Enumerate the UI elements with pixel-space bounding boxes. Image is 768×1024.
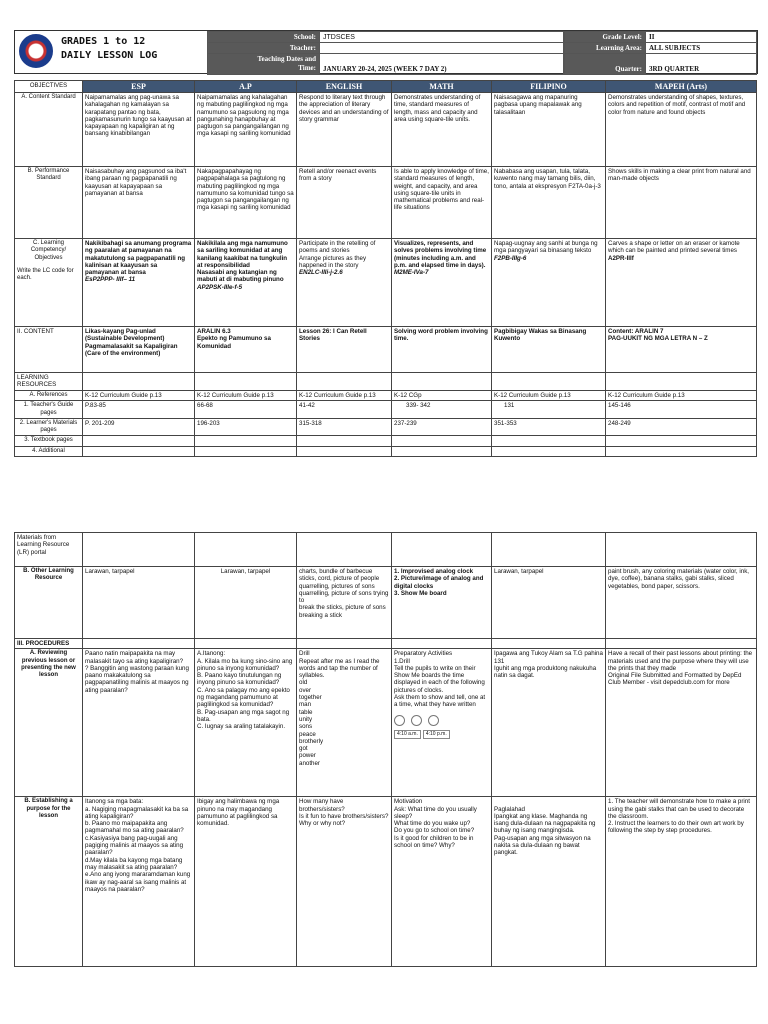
competency-note: Write the LC code for each.: [17, 267, 74, 282]
document-title: [61, 35, 157, 63]
review-english: Drill Repeat after me as I read the words and tap the number of syllables. old over together man table unity sons peace brotherly got power another: [297, 649, 392, 797]
tg-esp: P.83-85: [83, 401, 195, 419]
clock-icon: [428, 715, 439, 726]
content-standard-math: Demonstrates understanding of time, standard measures of length, mass and capacity and area using square-tile units.: [392, 93, 492, 167]
other-english: charts, bundle of barbecue sticks, cord, picture of people quarrelling, pictures of sons quarrelling, picture of sons trying to break the sticks, picture of sons breaking a stick: [297, 567, 392, 639]
clock-icon: [394, 715, 405, 726]
content-standard-english: Respond to literary text through the appreciation of literary devices and an understanding of story grammar: [297, 93, 392, 167]
content-esp: Likas-kayang Pag-unlad (Sustainable Development) Pagmamalasakit sa Kapaligiran (Care of the environment): [83, 327, 195, 373]
content-filipino: Pagbibigay Wakas sa Binasang Kuwento: [492, 327, 606, 373]
content-standard-label: A. Content Standard: [15, 93, 83, 167]
title-line-2: DAILY LESSON LOG: [61, 50, 158, 61]
lm-math: 237-239: [392, 418, 492, 436]
content-ap: ARALIN 6.3 Epekto ng Pamumuno sa Komunidad: [195, 327, 297, 373]
competency-esp: Nakikibahagi sa anumang programa ng paaralan at pamayanan na makatutulong sa pagpapanatili ng kalinisan at kaayusan sa pamayanan at bansa: [85, 240, 192, 277]
clock-time-am: 4:10 a.m.: [394, 730, 421, 739]
content-label: II. CONTENT: [15, 327, 83, 373]
content-standard-filipino: Naisasagawa ang mapanuring pagbasa upang mapalawak ang talasalitaan: [492, 93, 606, 167]
objectives-table: [14, 80, 757, 457]
other-math: 1. Improvised analog clock 2. Picture/image of analog and digital clocks 3. Show Me board: [392, 567, 492, 639]
other-mapeh: paint brush, any coloring materials (water color, ink, dye, coffee), banana stalks, gabi stalks, sliced vegetables, bond paper, scissors.: [606, 567, 757, 639]
tg-ap: 66-68: [195, 401, 297, 419]
purpose-english: How many have brothers/sisters? Is it fun to have brothers/sisters? Why or why not?: [297, 797, 392, 967]
review-filipino: Ipagawa ang Tukoy Alam sa T.G pahina 131 Iguhit ang mga produktong nakukuha natin sa dagat.: [492, 649, 606, 797]
other-filipino: Larawan, tarpapel: [492, 567, 606, 639]
clock-time-pm: 4:10 p.m.: [423, 730, 450, 739]
grade-value: II: [646, 32, 757, 43]
quarter-value: 3RD QUARTER: [646, 54, 757, 75]
competency-mapeh: Carves a shape or letter on an eraser or kamote which can be painted and printed several times: [608, 240, 740, 255]
tg-mapeh: 145-146: [606, 401, 757, 419]
content-standard-ap: Naipamamalas ang kahalagahan ng mabuting paglilingkod ng mga namumuno sa pagsulong ng mga pangunahing hanapbuhay at pagtugon sa pangangailangan ng mga kasapi ng sariling komunidad: [195, 93, 297, 167]
col-english: ENGLISH: [297, 81, 392, 93]
col-esp: ESP: [83, 81, 195, 93]
area-label: Learning Area:: [565, 43, 646, 54]
references-english: K-12 Curriculum Guide p.13: [297, 391, 392, 401]
competency-label: C. Learning Competency/ Objectives: [30, 240, 67, 261]
col-mapeh: MAPEH (Arts): [606, 81, 757, 93]
procedures-label: III. PROCEDURES: [15, 639, 83, 649]
content-standard-esp: Naipamamalas ang pag-unawa sa kahalagahan ng kamalayan sa karapatang pantao ng bata, pagkamasunurin tungo sa kaayusan at kapayapaan ng kapaligiran at ng bansang kinabibilangan: [83, 93, 195, 167]
competency-ap-code: AP2PSK-IIIe-f-5: [197, 283, 243, 291]
purpose-mapeh: 1. The teacher will demonstrate how to make a print using the gabi stalks that can be used to decorate the classroom. 2. Instruct the learners to do their own art work by following the step by step procedures.: [606, 797, 757, 967]
dates-value: JANUARY 20-24, 2025 (WEEK 7 DAY 2): [320, 54, 564, 75]
purpose-label: B. Establishing a purpose for the lesson: [15, 797, 83, 967]
col-math: MATH: [392, 81, 492, 93]
competency-math: Visualizes, represents, and solves problems involving time (minutes including a.m. and p.m. and elapsed time in days).: [394, 240, 487, 269]
materials-label: Materials from Learning Resource (LR) portal: [15, 533, 83, 567]
header: [14, 30, 758, 74]
references-esp: K-12 Curriculum Guide p.13: [83, 391, 195, 401]
competency-filipino: Napag-uugnay ang sanhi at bunga ng mga pangyayari sa binasang teksto: [494, 240, 598, 255]
deped-seal-icon: [19, 34, 53, 68]
additional-label: 4. Additional: [15, 446, 83, 456]
purpose-filipino: Paglalahad Ipangkat ang klase. Maghanda ng isang dula-dulaan na nagpapakita ng buhay ng isang mangingisda. Pag-usapan ang mga sitwasyon na nakita sa dula-dulaan ng bawat pangkat.: [492, 797, 606, 967]
teacher-label: Teacher:: [208, 43, 320, 54]
resources-label: LEARNING RESOURCES: [15, 373, 83, 391]
performance-standard-english: Retell and/or reenact events from a story: [297, 167, 392, 239]
grade-label: Grade Level:: [565, 32, 646, 43]
lm-esp: P. 201-209: [83, 418, 195, 436]
lm-ap: 196-203: [195, 418, 297, 436]
competency-english: Participate in the retelling of poems and stories Arrange pictures as they happened in the story: [299, 240, 376, 269]
dates-label: Teaching Dates and: [257, 55, 316, 63]
review-math: Preparatory Activities 1.Drill Tell the pupils to write on their Show Me boards the time displayed in each of the following pictures of clocks. Ask them to show and tell, one at a time, what they have written: [394, 650, 486, 709]
clock-time-boxes: [394, 730, 489, 739]
clock-pictures: [394, 712, 489, 728]
textbook-label: 3. Textbook pages: [15, 436, 83, 446]
other-esp: Larawan, tarpapel: [83, 567, 195, 639]
tg-math: 339- 342: [392, 401, 492, 419]
content-mapeh: Content: ARALIN 7 PAG-UUKIT NG MGA LETRA N – Z: [606, 327, 757, 373]
other-resources-label: B. Other Learning Resource: [15, 567, 83, 639]
competency-english-code: EN2LC-IIIi-j-2.6: [299, 269, 343, 277]
review-esp: Paano natin maipapakita na may malasakit tayo sa ating kapaligiran? ? Banggitin ang wastong paraan kung paano makakatulong sa pagpapanatiling malinis at maayos ng ating paaralan?: [83, 649, 195, 797]
header-meta-left: [207, 31, 564, 75]
competency-math-code: M2ME-IVa-7: [394, 269, 429, 277]
performance-standard-label: B. Performance Standard: [15, 167, 83, 239]
performance-standard-esp: Naisasabuhay ang pagsunod sa iba't ibang paraan ng pagpapanatili ng kaayusan at kapayapaan sa pamayanan at bansa: [83, 167, 195, 239]
header-meta-right: [564, 31, 757, 75]
content-math: Solving word problem involving time.: [392, 327, 492, 373]
performance-standard-ap: Nakapagpapahayag ng pagpapahalaga sa pagtulong ng mabuting paglilingkod ng mga namumuno sa komunidad tungo sa pagtugon sa pangangailangan ng mga kasapi ng sariling komunidad: [195, 167, 297, 239]
area-value: ALL SUBJECTS: [646, 43, 757, 54]
competency-mapeh-code: A2PR-IIIf: [608, 254, 634, 262]
performance-standard-math: Is able to apply knowledge of time, standard measures of length, weight, and capacity, and area using square-tile units in mathematical problems and real-life situations: [392, 167, 492, 239]
title-line-1: GRADES 1 to 12: [61, 36, 146, 47]
references-filipino: K-12 Curriculum Guide p.13: [492, 391, 606, 401]
clock-icon: [411, 715, 422, 726]
review-ap: A.Itanong: A. Kilala mo ba kung sino-sino ang pinuno sa inyong komunidad? B. Paano kayo tinutulungan ng inyong pinuno sa komunidad? C. Ano sa palagay mo ang epekto ng magandang pamumuno at paglilingkod sa komunidad? B. Pag-usapan ang mga sagot ng bata. C. Iugnay sa araling tatalakayin.: [195, 649, 297, 797]
performance-standard-mapeh: Shows skills in making a clear print from natural and man-made objects: [606, 167, 757, 239]
quarter-label: Quarter:: [565, 54, 646, 75]
lm-mapeh: 248-249: [606, 418, 757, 436]
school-value: JTDSCES: [320, 32, 564, 43]
teacher-value: [320, 43, 564, 54]
time-label: Time:: [298, 64, 316, 72]
competency-esp-code: EsP2PPP- IIIf– 11: [85, 276, 136, 284]
competency-filipino-code: F2PB-IIIg-6: [494, 254, 527, 262]
purpose-math: Motivation Ask: What time do you usually sleep? What time do you wake up? Do you go to school on time? Is it good for children to be in school on time? Why?: [392, 797, 492, 967]
lm-english: 315-318: [297, 418, 392, 436]
objectives-label: OBJECTIVES: [15, 81, 83, 93]
school-label: School:: [208, 32, 320, 43]
purpose-esp: Itanong sa mga bata: a. Nagiging mapagmalasakit ka ba sa ating kapaligiran? b. Paano mo maipapakita ang pagmamahal mo sa ating paaralan? c.Kasiyasiya bang pag-uugali ang pagiging malinis at maayos sa ating paaralan? d.May kilala ba kayong mga batang may malasakit sa ating paaralan? e.Ano ang iyong mararamdaman kung ikaw ay nag-aaral sa isang malinis at maayos na paaralan?: [83, 797, 195, 967]
lm-label: 2. Learner's Materials pages: [15, 418, 83, 436]
review-label: A. Reviewing previous lesson or presenting the new lesson: [15, 649, 83, 797]
references-ap: K-12 Curriculum Guide p.13: [195, 391, 297, 401]
tg-english: 41-42: [297, 401, 392, 419]
tg-label: 1. Teacher's Guide pages: [15, 401, 83, 419]
lm-filipino: 351-353: [492, 418, 606, 436]
col-filipino: FILIPINO: [492, 81, 606, 93]
tg-filipino: 131: [492, 401, 606, 419]
procedures-table: [14, 532, 757, 967]
content-english: Lesson 26: I Can Retell Stories: [297, 327, 392, 373]
references-mapeh: K-12 Curriculum Guide p.13: [606, 391, 757, 401]
purpose-ap: Ibigay ang halimbawa ng mga pinuno na may magandang pamumuno at paglilingkod sa komunidad.: [195, 797, 297, 967]
other-ap: Larawan, tarpapel: [195, 567, 297, 639]
references-math: K-12 CGp: [392, 391, 492, 401]
review-mapeh: Have a recall of their past lessons about printing: the materials used and the purpose where they will use the prints that they made Original File Submitted and Formatted by DepEd Club Member - visit depedclub.com for more: [606, 649, 757, 797]
references-label: A. References: [15, 391, 83, 401]
performance-standard-filipino: Nababasa ang usapan, tula, talata, kuwento nang may tamang bilis, diin, tono, antala at ekspresyon F2TA-0a-j-3: [492, 167, 606, 239]
col-ap: A.P: [195, 81, 297, 93]
content-standard-mapeh: Demonstrates understanding of shapes, textures, colors and repetition of motif, contrast of motif and color from nature and found objects: [606, 93, 757, 167]
competency-ap: Nakikilala ang mga namumuno sa sariling komunidad at ang kanilang kaakibat na tungkulin at responsibilidad Nasasabi ang katangian ng mabuti at di mabuting pinuno: [197, 240, 288, 284]
